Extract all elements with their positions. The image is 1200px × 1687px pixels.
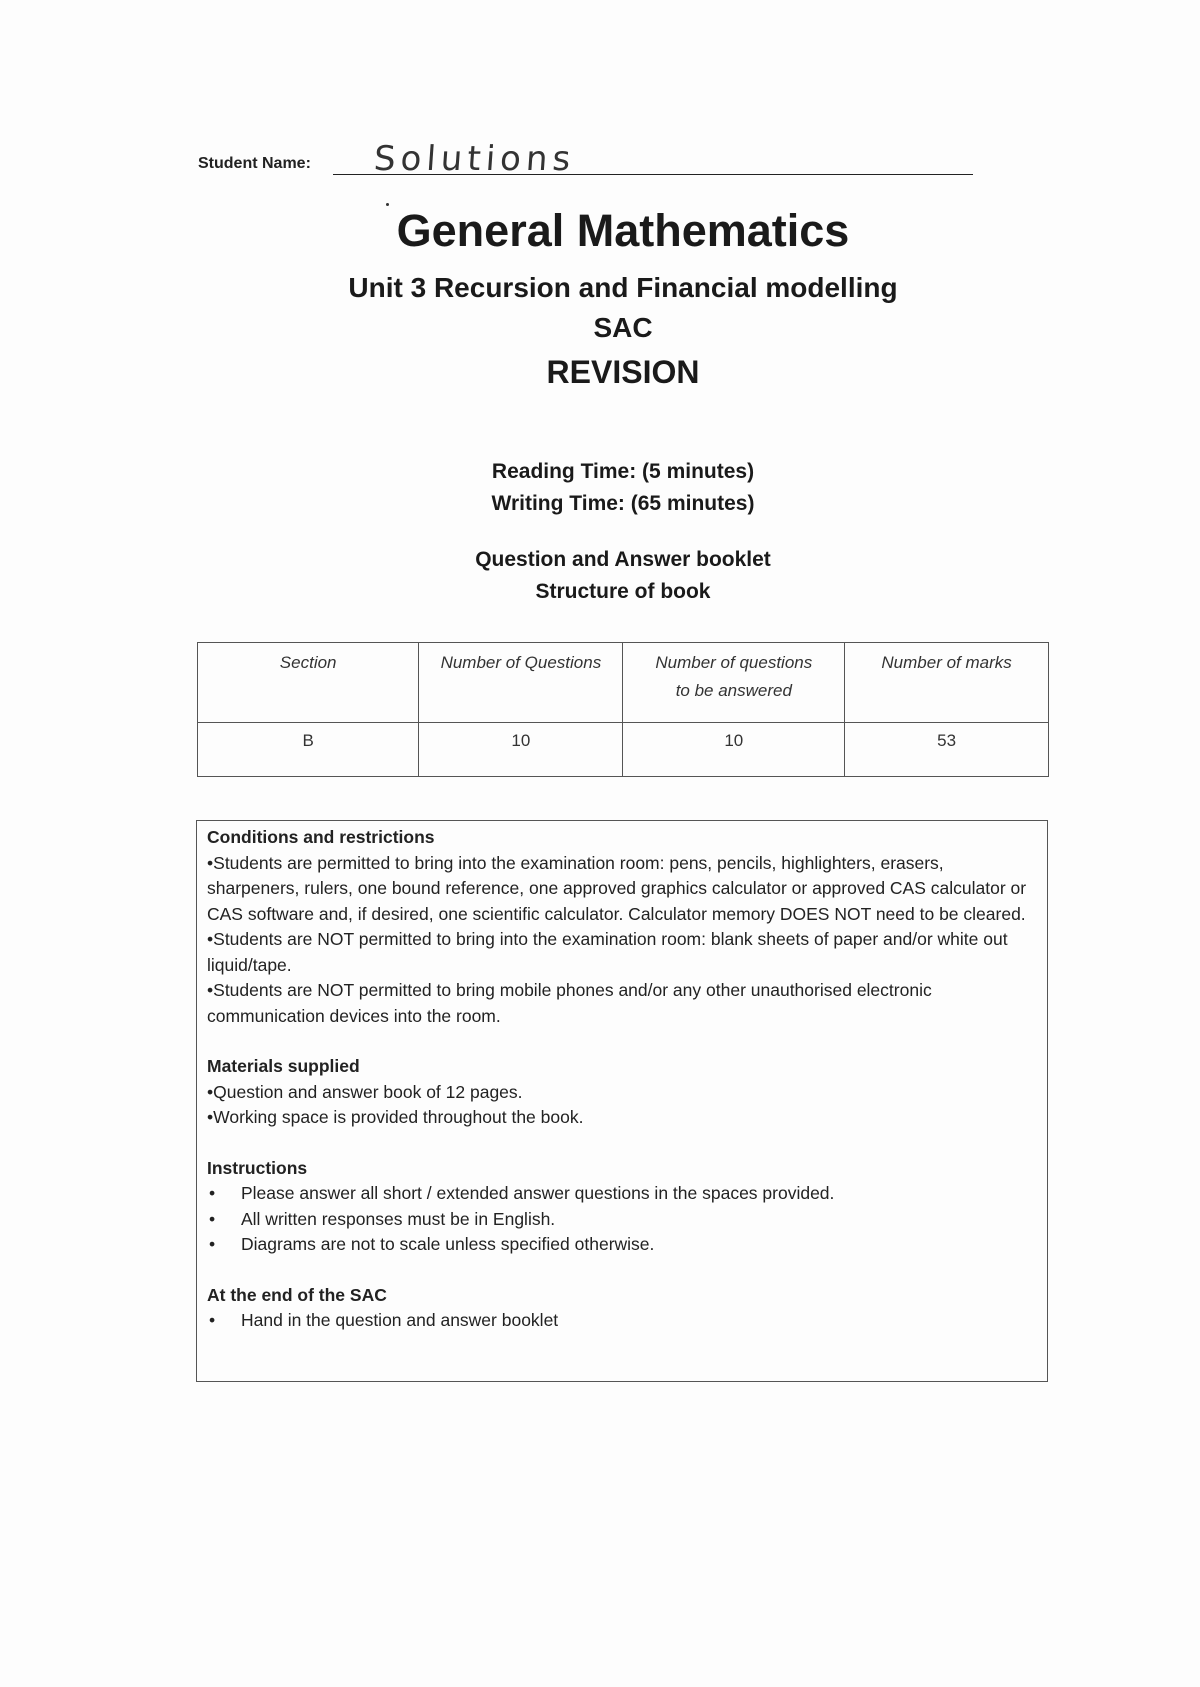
writing-time: Writing Time: (65 minutes) [491,492,755,515]
spacer [207,1029,1033,1054]
spacer [207,1258,1033,1283]
table-row [198,723,1049,777]
reading-time: Reading Time: (5 minutes) [491,460,755,483]
header-questions-to-answer-line1: Number of questions [655,653,813,672]
structure-label: Structure of book [535,580,711,603]
student-name-handwriting: Solutions [372,139,577,179]
header-questions-to-answer [623,643,845,723]
instructions-list [207,1181,1033,1258]
header-questions-to-answer-line2: to be answered [675,681,792,700]
assessment-label: SAC [593,312,653,343]
conditions-box [196,820,1048,1382]
cell-number-of-questions: 10 [419,723,623,777]
student-name-row [198,139,973,179]
structure-table-header-row [198,643,1049,723]
document-title: General Mathematics [396,205,850,256]
list-item: • Please answer all short / extended answer questions in the spaces provided. [207,1181,1033,1207]
booklet-label: Question and Answer booklet [475,548,771,571]
header-number-of-marks: Number of marks [845,643,1049,723]
conditions-item: • Students are NOT permitted to bring mobile phones and/or any other unauthorised electronic communication devices into the room. [207,978,1033,1029]
student-name-label: Student Name: [198,155,311,172]
materials-item: • Question and answer book of 12 pages. [207,1080,1033,1106]
instructions-heading: Instructions [207,1157,308,1178]
conditions-heading: Conditions and restrictions [207,827,435,847]
conditions-item: • Students are permitted to bring into the examination room: pens, pencils, highlighters, erasers, sharpeners, rulers, one bound reference, one approved graphics calculator or approved CAS calculator or CAS software and, if desired, one scientific calculator. Calculator memory DOES NOT need to be cleared. [207,851,1033,928]
materials-item: • Working space is provided throughout the book. [207,1105,1033,1131]
cell-number-of-marks: 53 [845,723,1049,777]
header-number-of-questions: Number of Questions [419,643,623,723]
cell-questions-to-answer: 10 [623,723,845,777]
end-list [207,1308,1033,1334]
structure-table [197,642,1049,777]
conditions-item: • Students are NOT permitted to bring into the examination room: blank sheets of paper and/or white out liquid/tape. [207,927,1033,978]
spacer [207,1131,1033,1156]
list-item: • All written responses must be in English. [207,1207,1033,1233]
cell-section: B [198,723,419,777]
header-section: Section [198,643,419,723]
list-item: • Hand in the question and answer booklet [207,1308,1033,1334]
materials-heading: Materials supplied [207,1056,360,1076]
end-heading: At the end of the SAC [207,1284,387,1305]
unit-title: Unit 3 Recursion and Financial modelling [348,272,898,303]
list-item: • Diagrams are not to scale unless specified otherwise. [207,1232,1033,1258]
revision-label: REVISION [546,354,700,390]
